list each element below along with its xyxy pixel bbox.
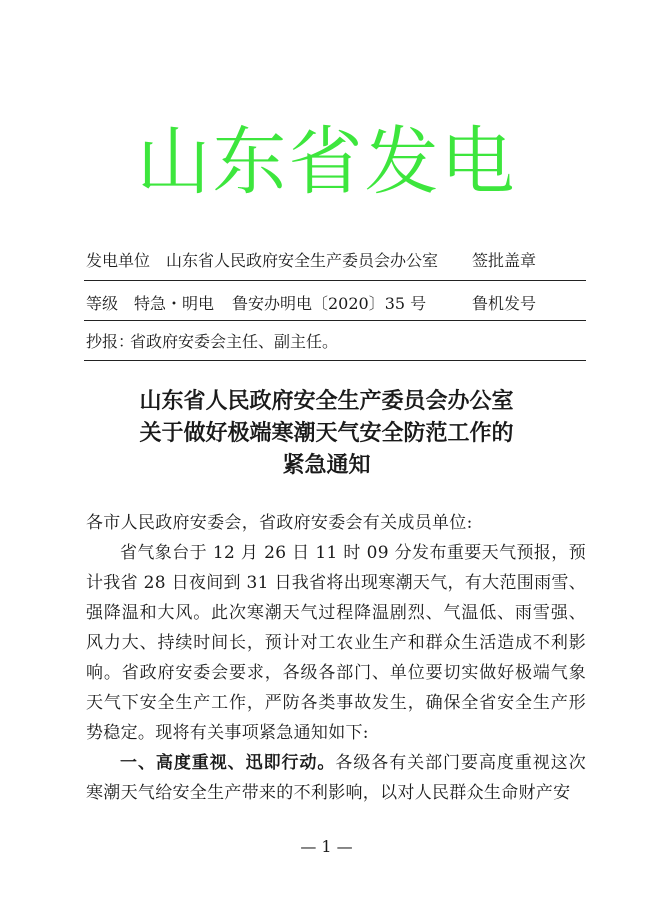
cc-row: [86, 324, 586, 360]
paragraph-1: 省气象台于 12 月 26 日 11 时 09 分发布重要天气预报，预计我省 28 日夜间到 31 日我省将出现寒潮天气，有大范围雨雪、强降温和大风。此次寒潮天气过程降温剧烈、气温低、雨雪强、风力大、持续时间长，预计对工农业生产和群众生活造成不利影响。省政府安委会要求，各级各部门、单位要切实做好极端气象天气下安全生产工作，严防各类事故发生，确保全省安全生产形势稳定。现将有关事项紧急通知如下:: [86, 543, 586, 743]
grade-value: 特急・明电: [134, 294, 215, 313]
header-divider-3: [84, 360, 586, 361]
dispatch-number: 鲁机发号: [472, 294, 537, 313]
sender-row: [86, 243, 586, 279]
grade-row: [86, 286, 586, 322]
sender-value: 山东省人民政府安全生产委员会办公室: [166, 251, 439, 270]
cc-value: 省政府安委会主任、副主任。: [130, 332, 339, 351]
approval-label: 签批盖章: [472, 251, 537, 270]
section-1: [86, 748, 586, 808]
header-divider-1: [84, 280, 586, 281]
cc-label: 抄报：: [86, 332, 135, 351]
document-number: 鲁安办明电〔2020〕35 号: [232, 294, 427, 313]
title-line-1: 山东省人民政府安全生产委员会办公室: [139, 388, 514, 414]
document-title: [60, 385, 593, 481]
sender-label: 发电单位: [86, 251, 151, 270]
document-body: [86, 508, 586, 808]
section-1-text: 各级各有关部门要高度重视这次寒潮天气给安全生产带来的不利影响，以对人民群众生命财产安: [86, 753, 586, 803]
title-line-2: 关于做好极端寒潮天气安全防范工作的: [139, 420, 514, 446]
title-line-3: 紧急通知: [282, 452, 371, 478]
salutation: 各市人民政府安委会，省政府安委会有关成员单位:: [86, 513, 473, 533]
grade-label: 等级: [86, 294, 119, 313]
page-number: — 1 —: [300, 837, 353, 856]
header-divider-2: [84, 320, 586, 321]
document-header-title: 山东省发电: [136, 119, 517, 205]
section-1-heading: 一、高度重视、迅即行动。: [120, 753, 336, 773]
